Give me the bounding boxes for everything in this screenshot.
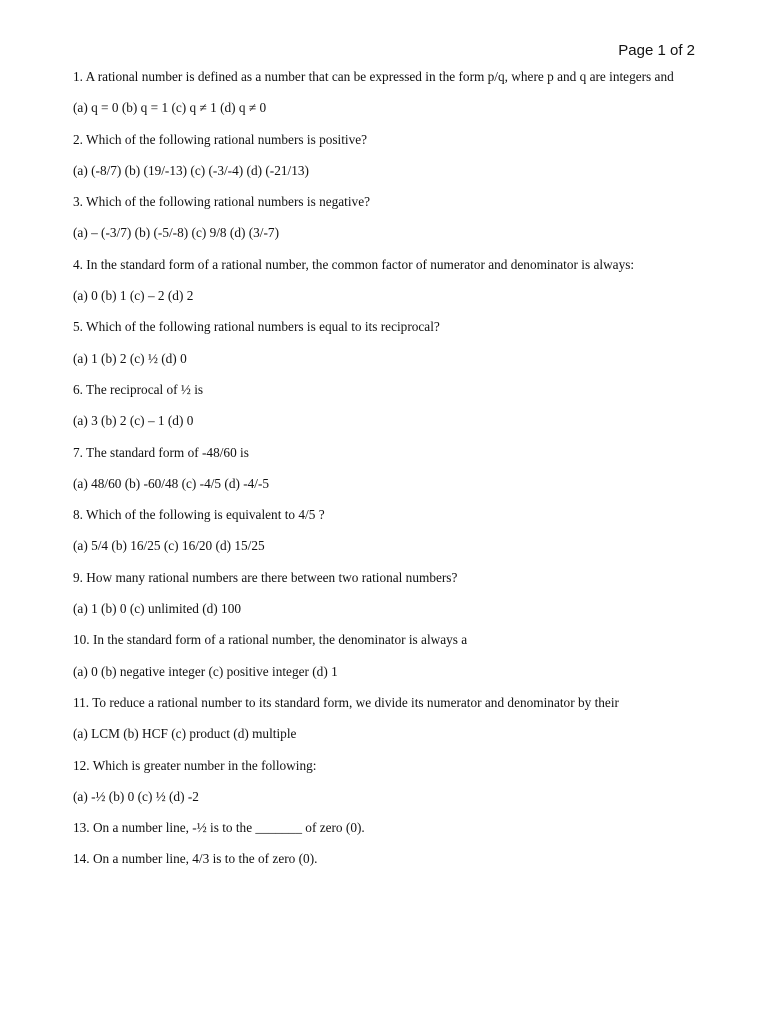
question-text: 4. In the standard form of a rational number, the common factor of numerator and denominator is always: (73, 256, 635, 272)
question-item (73, 507, 697, 555)
question-text: 14. On a number line, 4/3 is to the of zero (0). (73, 851, 318, 867)
answer-options: (a) 48/60 (b) -60/48 (c) -4/5 (d) -4/-5 (73, 475, 270, 491)
question-text: 12. Which is greater number in the following: (73, 757, 317, 773)
question-text: 3. Which of the following rational numbers is negative? (73, 194, 371, 210)
question-text: 6. The reciprocal of ½ is (73, 381, 204, 397)
answer-options: (a) -½ (b) 0 (c) ½ (d) -2 (73, 788, 199, 804)
question-text: 9. How many rational numbers are there between two rational numbers? (73, 569, 458, 585)
worksheet-content (73, 69, 697, 883)
question-text: 13. On a number line, -½ is to the _______ of zero (0). (73, 820, 365, 836)
answer-options: (a) q = 0 (b) q = 1 (c) q ≠ 1 (d) q ≠ 0 (73, 100, 267, 116)
answer-options: (a) (-8/7) (b) (19/-13) (c) (-3/-4) (d) (-21/13) (73, 162, 309, 178)
answer-options: (a) 3 (b) 2 (c) – 1 (d) 0 (73, 413, 194, 429)
question-item (73, 69, 697, 117)
answer-options: (a) 5/4 (b) 16/25 (c) 16/20 (d) 15/25 (73, 538, 265, 554)
question-item (73, 758, 697, 806)
answer-options: (a) LCM (b) HCF (c) product (d) multiple (73, 726, 297, 742)
question-item (73, 257, 697, 305)
question-item (73, 820, 697, 837)
question-item (73, 382, 697, 430)
answer-options: (a) 1 (b) 0 (c) unlimited (d) 100 (73, 601, 242, 617)
question-item (73, 132, 697, 180)
answer-options: (a) – (-3/7) (b) (-5/-8) (c) 9/8 (d) (3/-7) (73, 225, 280, 241)
question-text: 11. To reduce a rational number to its standard form, we divide its numerator and denominator by their (73, 694, 619, 710)
question-item (73, 851, 697, 868)
question-item (73, 570, 697, 618)
question-text: 5. Which of the following rational numbers is equal to its reciprocal? (73, 319, 440, 335)
question-item (73, 319, 697, 367)
question-item (73, 194, 697, 242)
answer-options: (a) 0 (b) negative integer (c) positive integer (d) 1 (73, 663, 338, 679)
question-text: 2. Which of the following rational numbers is positive? (73, 131, 368, 147)
question-text: 8. Which of the following is equivalent to 4/5 ? (73, 507, 325, 523)
question-text: 7. The standard form of -48/60 is (73, 444, 249, 460)
question-text: 1. A rational number is defined as a number that can be expressed in the form p/q, where p and q are integers and (73, 69, 674, 84)
question-item (73, 445, 697, 493)
answer-options: (a) 0 (b) 1 (c) – 2 (d) 2 (73, 288, 194, 304)
question-item (73, 695, 697, 743)
question-text: 10. In the standard form of a rational number, the denominator is always a (73, 632, 468, 648)
answer-options: (a) 1 (b) 2 (c) ½ (d) 0 (73, 350, 187, 366)
page-number: Page 1 of 2 (618, 42, 695, 59)
question-item (73, 632, 697, 680)
